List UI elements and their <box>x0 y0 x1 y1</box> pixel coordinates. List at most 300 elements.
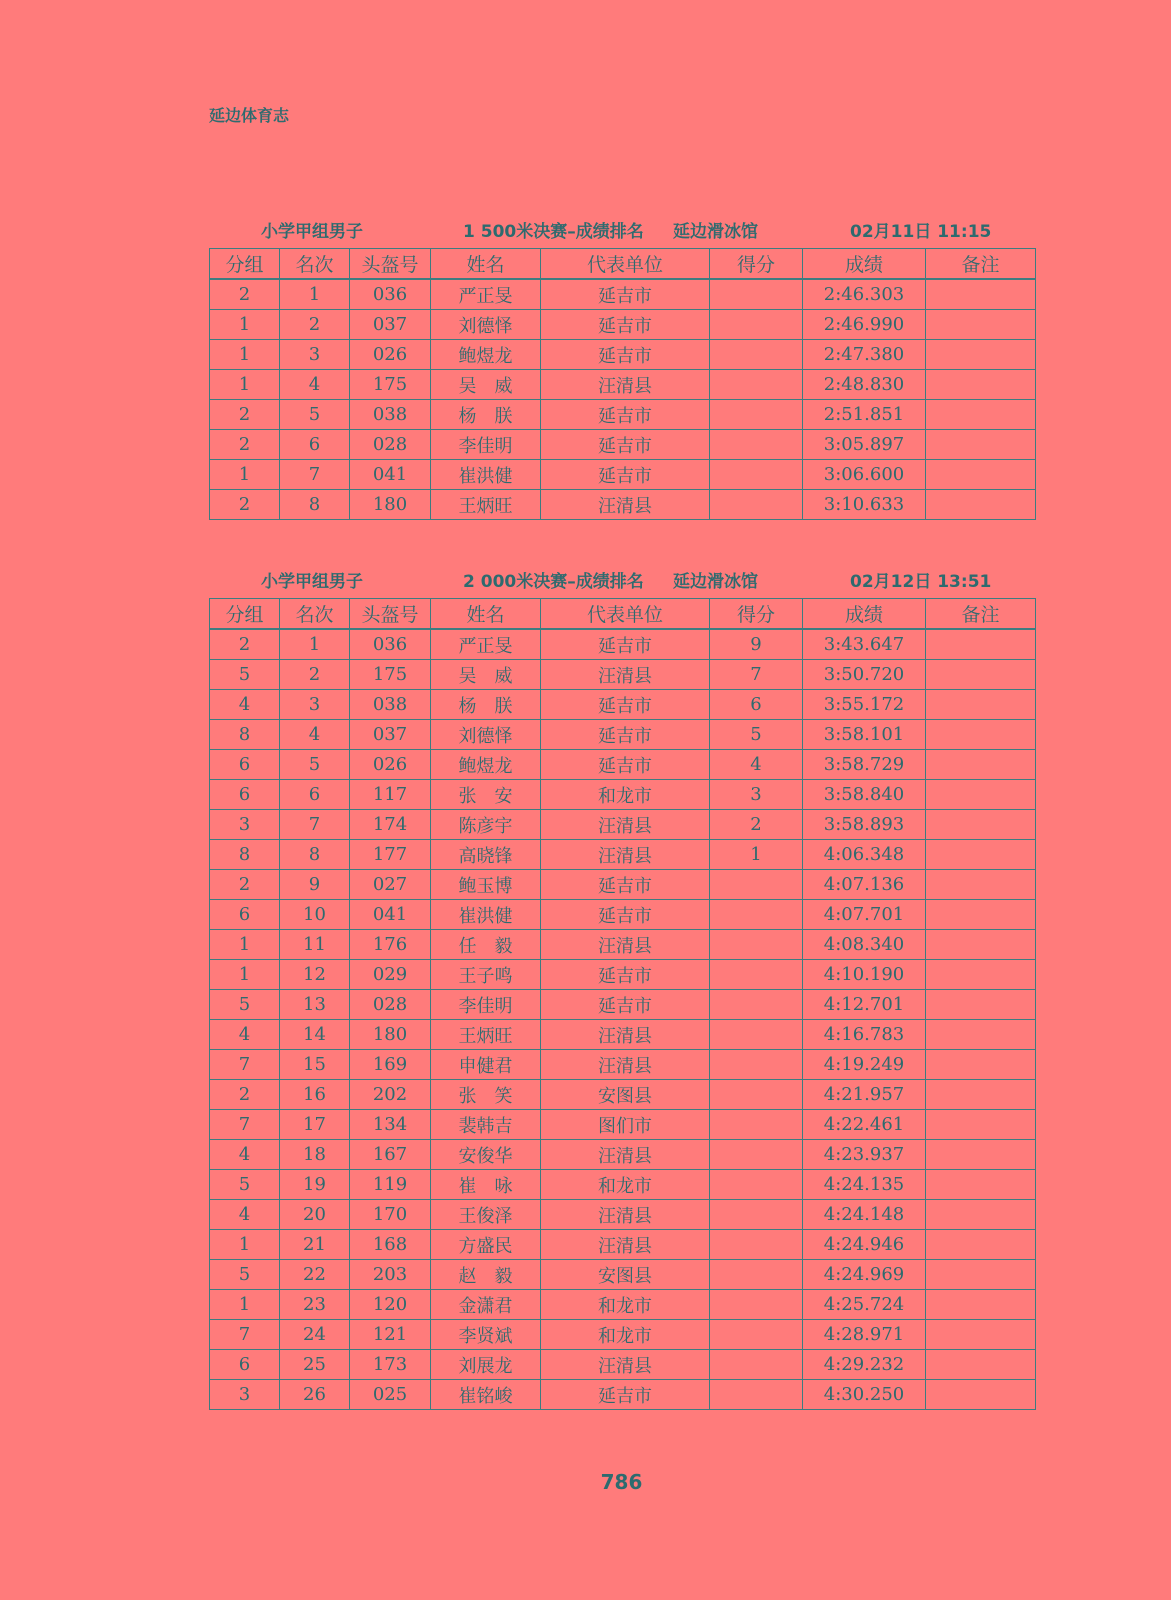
cell-rank: 20 <box>280 1200 350 1230</box>
page-number: 786 <box>600 1470 643 1494</box>
cell-result: 2:48.830 <box>803 370 926 400</box>
cell-helmet-no: 176 <box>350 930 431 960</box>
column-header-remark: 备注 <box>926 599 1036 630</box>
cell-rank: 15 <box>280 1050 350 1080</box>
cell-name: 崔铭峻 <box>431 1380 541 1410</box>
cell-result: 2:51.851 <box>803 400 926 430</box>
table-row <box>210 1200 1036 1230</box>
cell-rank: 8 <box>280 490 350 520</box>
cell-group: 1 <box>210 960 280 990</box>
cell-unit: 汪清县 <box>541 840 710 870</box>
cell-rank: 10 <box>280 900 350 930</box>
cell-score <box>710 310 803 340</box>
cell-group: 1 <box>210 460 280 490</box>
cell-remark <box>926 340 1036 370</box>
cell-unit: 汪清县 <box>541 370 710 400</box>
cell-result: 2:46.303 <box>803 279 926 310</box>
cell-rank: 13 <box>280 990 350 1020</box>
cell-name: 王炳旺 <box>431 490 541 520</box>
column-header-remark: 备注 <box>926 249 1036 280</box>
cell-rank: 22 <box>280 1260 350 1290</box>
cell-result: 4:24.946 <box>803 1230 926 1260</box>
cell-result: 4:12.701 <box>803 990 926 1020</box>
cell-unit: 延吉市 <box>541 1380 710 1410</box>
cell-score: 7 <box>710 660 803 690</box>
cell-score: 6 <box>710 690 803 720</box>
cell-name: 严正旻 <box>431 629 541 660</box>
cell-result: 4:29.232 <box>803 1350 926 1380</box>
section-title-2000m <box>209 567 1035 591</box>
cell-helmet-no: 028 <box>350 430 431 460</box>
cell-helmet-no: 169 <box>350 1050 431 1080</box>
cell-unit: 汪清县 <box>541 810 710 840</box>
cell-helmet-no: 202 <box>350 1080 431 1110</box>
table-row <box>210 720 1036 750</box>
cell-helmet-no: 041 <box>350 460 431 490</box>
cell-helmet-no: 119 <box>350 1170 431 1200</box>
cell-name: 刘德怿 <box>431 310 541 340</box>
section-venue: 延边滑冰馆 <box>673 222 758 242</box>
column-header-group: 分组 <box>210 249 280 280</box>
cell-group: 7 <box>210 1320 280 1350</box>
cell-rank: 3 <box>280 690 350 720</box>
cell-rank: 4 <box>280 370 350 400</box>
cell-result: 4:22.461 <box>803 1110 926 1140</box>
cell-group: 3 <box>210 810 280 840</box>
cell-group: 2 <box>210 629 280 660</box>
cell-unit: 延吉市 <box>541 870 710 900</box>
cell-name: 高晓锋 <box>431 840 541 870</box>
cell-group: 7 <box>210 1050 280 1080</box>
cell-result: 4:30.250 <box>803 1380 926 1410</box>
cell-name: 崔洪健 <box>431 900 541 930</box>
cell-score <box>710 870 803 900</box>
cell-unit: 延吉市 <box>541 900 710 930</box>
cell-score <box>710 1290 803 1320</box>
cell-score: 1 <box>710 840 803 870</box>
cell-result: 4:24.148 <box>803 1200 926 1230</box>
table-row <box>210 629 1036 660</box>
cell-group: 1 <box>210 1230 280 1260</box>
cell-remark <box>926 870 1036 900</box>
cell-score <box>710 1080 803 1110</box>
cell-remark <box>926 690 1036 720</box>
cell-rank: 25 <box>280 1350 350 1380</box>
cell-result: 3:06.600 <box>803 460 926 490</box>
cell-group: 5 <box>210 990 280 1020</box>
table-row <box>210 810 1036 840</box>
cell-group: 3 <box>210 1380 280 1410</box>
cell-name: 鲍煜龙 <box>431 750 541 780</box>
cell-name: 杨 朕 <box>431 690 541 720</box>
table-row <box>210 1290 1036 1320</box>
cell-result: 4:25.724 <box>803 1290 926 1320</box>
cell-rank: 26 <box>280 1380 350 1410</box>
table-row <box>210 460 1036 490</box>
cell-score <box>710 490 803 520</box>
table-row <box>210 780 1036 810</box>
cell-result: 3:43.647 <box>803 629 926 660</box>
cell-remark <box>926 1380 1036 1410</box>
cell-score <box>710 1230 803 1260</box>
cell-remark <box>926 1320 1036 1350</box>
cell-group: 4 <box>210 1020 280 1050</box>
cell-unit: 汪清县 <box>541 1230 710 1260</box>
cell-name: 吴 威 <box>431 660 541 690</box>
table-row <box>210 750 1036 780</box>
table-row <box>210 1050 1036 1080</box>
cell-score <box>710 279 803 310</box>
cell-group: 6 <box>210 750 280 780</box>
cell-group: 8 <box>210 720 280 750</box>
cell-unit: 汪清县 <box>541 1020 710 1050</box>
cell-score <box>710 900 803 930</box>
cell-name: 张 安 <box>431 780 541 810</box>
running-head: 延边体育志 <box>209 106 290 125</box>
cell-group: 1 <box>210 310 280 340</box>
cell-score <box>710 370 803 400</box>
cell-remark <box>926 750 1036 780</box>
cell-result: 2:46.990 <box>803 310 926 340</box>
table-row <box>210 1020 1036 1050</box>
cell-remark <box>926 629 1036 660</box>
cell-name: 方盛民 <box>431 1230 541 1260</box>
table-row <box>210 1320 1036 1350</box>
cell-name: 李佳明 <box>431 990 541 1020</box>
cell-result: 3:10.633 <box>803 490 926 520</box>
cell-group: 1 <box>210 340 280 370</box>
cell-helmet-no: 134 <box>350 1110 431 1140</box>
cell-remark <box>926 1020 1036 1050</box>
table-row <box>210 1080 1036 1110</box>
column-header-unit: 代表单位 <box>541 599 710 630</box>
cell-group: 4 <box>210 1200 280 1230</box>
cell-remark <box>926 279 1036 310</box>
cell-helmet-no: 175 <box>350 660 431 690</box>
table-row <box>210 930 1036 960</box>
column-header-name: 姓名 <box>431 599 541 630</box>
column-header-result: 成绩 <box>803 599 926 630</box>
cell-name: 申健君 <box>431 1050 541 1080</box>
cell-result: 2:47.380 <box>803 340 926 370</box>
cell-helmet-no: 180 <box>350 1020 431 1050</box>
cell-helmet-no: 175 <box>350 370 431 400</box>
cell-result: 3:58.729 <box>803 750 926 780</box>
cell-helmet-no: 168 <box>350 1230 431 1260</box>
cell-name: 刘德怿 <box>431 720 541 750</box>
cell-score <box>710 1110 803 1140</box>
cell-rank: 7 <box>280 460 350 490</box>
cell-group: 5 <box>210 1260 280 1290</box>
section-event: 1 500米决赛–成绩排名 <box>463 222 644 242</box>
cell-group: 5 <box>210 1170 280 1200</box>
table-row <box>210 370 1036 400</box>
cell-result: 3:58.840 <box>803 780 926 810</box>
cell-remark <box>926 1110 1036 1140</box>
section-event: 2 000米决赛–成绩排名 <box>463 572 644 592</box>
cell-unit: 延吉市 <box>541 460 710 490</box>
cell-remark <box>926 1200 1036 1230</box>
column-header-rank: 名次 <box>280 599 350 630</box>
section-time: 02月11日 11:15 <box>850 222 992 242</box>
cell-name: 李佳明 <box>431 430 541 460</box>
table-row <box>210 690 1036 720</box>
cell-remark <box>926 400 1036 430</box>
cell-name: 严正旻 <box>431 279 541 310</box>
cell-score: 9 <box>710 629 803 660</box>
cell-score <box>710 340 803 370</box>
cell-name: 崔洪健 <box>431 460 541 490</box>
cell-remark <box>926 840 1036 870</box>
cell-unit: 延吉市 <box>541 720 710 750</box>
cell-group: 6 <box>210 900 280 930</box>
cell-rank: 1 <box>280 279 350 310</box>
cell-unit: 和龙市 <box>541 1170 710 1200</box>
cell-group: 6 <box>210 1350 280 1380</box>
cell-group: 8 <box>210 840 280 870</box>
cell-rank: 5 <box>280 400 350 430</box>
cell-score <box>710 1140 803 1170</box>
section-time: 02月12日 13:51 <box>850 572 992 592</box>
section-group: 小学甲组男子 <box>261 572 363 592</box>
column-header-group: 分组 <box>210 599 280 630</box>
cell-score <box>710 430 803 460</box>
cell-group: 4 <box>210 690 280 720</box>
cell-result: 4:21.957 <box>803 1080 926 1110</box>
cell-rank: 12 <box>280 960 350 990</box>
cell-remark <box>926 1290 1036 1320</box>
cell-unit: 汪清县 <box>541 930 710 960</box>
cell-rank: 5 <box>280 750 350 780</box>
table-row <box>210 430 1036 460</box>
cell-group: 2 <box>210 279 280 310</box>
cell-name: 任 毅 <box>431 930 541 960</box>
cell-helmet-no: 121 <box>350 1320 431 1350</box>
cell-helmet-no: 174 <box>350 810 431 840</box>
cell-helmet-no: 170 <box>350 1200 431 1230</box>
cell-rank: 8 <box>280 840 350 870</box>
cell-result: 3:50.720 <box>803 660 926 690</box>
cell-rank: 2 <box>280 660 350 690</box>
cell-score <box>710 1170 803 1200</box>
cell-unit: 汪清县 <box>541 1200 710 1230</box>
cell-group: 2 <box>210 400 280 430</box>
cell-rank: 2 <box>280 310 350 340</box>
cell-unit: 延吉市 <box>541 400 710 430</box>
cell-helmet-no: 025 <box>350 1380 431 1410</box>
cell-helmet-no: 203 <box>350 1260 431 1290</box>
cell-name: 杨 朕 <box>431 400 541 430</box>
cell-score <box>710 1020 803 1050</box>
cell-result: 3:58.893 <box>803 810 926 840</box>
cell-result: 4:24.969 <box>803 1260 926 1290</box>
cell-rank: 19 <box>280 1170 350 1200</box>
cell-group: 2 <box>210 1080 280 1110</box>
cell-score <box>710 1380 803 1410</box>
table-row <box>210 340 1036 370</box>
cell-unit: 延吉市 <box>541 960 710 990</box>
cell-rank: 21 <box>280 1230 350 1260</box>
cell-helmet-no: 029 <box>350 960 431 990</box>
cell-rank: 3 <box>280 340 350 370</box>
section-venue: 延边滑冰馆 <box>673 572 758 592</box>
table-row <box>210 1230 1036 1260</box>
cell-unit: 延吉市 <box>541 430 710 460</box>
cell-rank: 7 <box>280 810 350 840</box>
table-row <box>210 900 1036 930</box>
cell-remark <box>926 1260 1036 1290</box>
cell-remark <box>926 900 1036 930</box>
cell-helmet-no: 037 <box>350 720 431 750</box>
cell-helmet-no: 117 <box>350 780 431 810</box>
column-header-rank: 名次 <box>280 249 350 280</box>
cell-group: 5 <box>210 660 280 690</box>
cell-score <box>710 460 803 490</box>
cell-score <box>710 400 803 430</box>
table-row <box>210 310 1036 340</box>
table-row <box>210 1260 1036 1290</box>
cell-unit: 图们市 <box>541 1110 710 1140</box>
cell-remark <box>926 780 1036 810</box>
table-row <box>210 960 1036 990</box>
cell-name: 崔 咏 <box>431 1170 541 1200</box>
cell-score <box>710 1320 803 1350</box>
table-row <box>210 1380 1036 1410</box>
column-header-unit: 代表单位 <box>541 249 710 280</box>
cell-name: 鲍煜龙 <box>431 340 541 370</box>
cell-helmet-no: 038 <box>350 400 431 430</box>
table-row <box>210 1170 1036 1200</box>
cell-unit: 汪清县 <box>541 1050 710 1080</box>
cell-name: 吴 威 <box>431 370 541 400</box>
column-header-score: 得分 <box>710 249 803 280</box>
cell-name: 李贤斌 <box>431 1320 541 1350</box>
cell-result: 4:08.340 <box>803 930 926 960</box>
cell-name: 刘展龙 <box>431 1350 541 1380</box>
cell-result: 4:19.249 <box>803 1050 926 1080</box>
cell-helmet-no: 120 <box>350 1290 431 1320</box>
cell-remark <box>926 1050 1036 1080</box>
cell-helmet-no: 026 <box>350 750 431 780</box>
table-row <box>210 400 1036 430</box>
cell-result: 4:16.783 <box>803 1020 926 1050</box>
table-row <box>210 279 1036 310</box>
cell-helmet-no: 180 <box>350 490 431 520</box>
cell-remark <box>926 1140 1036 1170</box>
cell-name: 王子鸣 <box>431 960 541 990</box>
cell-rank: 9 <box>280 870 350 900</box>
cell-score: 5 <box>710 720 803 750</box>
cell-rank: 24 <box>280 1320 350 1350</box>
cell-group: 2 <box>210 430 280 460</box>
cell-remark <box>926 1170 1036 1200</box>
cell-result: 4:06.348 <box>803 840 926 870</box>
cell-helmet-no: 028 <box>350 990 431 1020</box>
cell-unit: 安图县 <box>541 1260 710 1290</box>
cell-score <box>710 930 803 960</box>
cell-helmet-no: 041 <box>350 900 431 930</box>
cell-helmet-no: 036 <box>350 629 431 660</box>
cell-unit: 汪清县 <box>541 660 710 690</box>
cell-unit: 汪清县 <box>541 1140 710 1170</box>
cell-name: 金潇君 <box>431 1290 541 1320</box>
cell-remark <box>926 1230 1036 1260</box>
cell-unit: 和龙市 <box>541 1320 710 1350</box>
cell-result: 4:23.937 <box>803 1140 926 1170</box>
cell-group: 2 <box>210 870 280 900</box>
cell-remark <box>926 930 1036 960</box>
cell-name: 张 笑 <box>431 1080 541 1110</box>
table-header-row <box>210 249 1036 280</box>
cell-unit: 延吉市 <box>541 340 710 370</box>
table-row <box>210 660 1036 690</box>
column-header-score: 得分 <box>710 599 803 630</box>
cell-helmet-no: 167 <box>350 1140 431 1170</box>
table-row <box>210 1140 1036 1170</box>
cell-rank: 17 <box>280 1110 350 1140</box>
results-table-2000m <box>209 598 1036 1410</box>
section-group: 小学甲组男子 <box>261 222 363 242</box>
cell-rank: 14 <box>280 1020 350 1050</box>
cell-result: 4:07.701 <box>803 900 926 930</box>
cell-remark <box>926 310 1036 340</box>
cell-rank: 6 <box>280 780 350 810</box>
results-table-1500m <box>209 248 1036 520</box>
cell-remark <box>926 460 1036 490</box>
cell-score <box>710 990 803 1020</box>
cell-unit: 汪清县 <box>541 1350 710 1380</box>
cell-remark <box>926 430 1036 460</box>
table-header-row <box>210 599 1036 630</box>
cell-name: 赵 毅 <box>431 1260 541 1290</box>
cell-unit: 延吉市 <box>541 690 710 720</box>
cell-remark <box>926 370 1036 400</box>
cell-unit: 安图县 <box>541 1080 710 1110</box>
cell-helmet-no: 177 <box>350 840 431 870</box>
cell-rank: 11 <box>280 930 350 960</box>
cell-group: 7 <box>210 1110 280 1140</box>
cell-helmet-no: 027 <box>350 870 431 900</box>
cell-helmet-no: 173 <box>350 1350 431 1380</box>
cell-remark <box>926 960 1036 990</box>
cell-group: 1 <box>210 370 280 400</box>
cell-rank: 1 <box>280 629 350 660</box>
cell-name: 安俊华 <box>431 1140 541 1170</box>
cell-result: 4:24.135 <box>803 1170 926 1200</box>
cell-helmet-no: 036 <box>350 279 431 310</box>
section-title-1500m <box>209 217 1035 241</box>
cell-name: 裴韩吉 <box>431 1110 541 1140</box>
cell-score <box>710 1050 803 1080</box>
cell-result: 3:05.897 <box>803 430 926 460</box>
cell-group: 4 <box>210 1140 280 1170</box>
cell-unit: 和龙市 <box>541 780 710 810</box>
cell-group: 1 <box>210 1290 280 1320</box>
cell-rank: 16 <box>280 1080 350 1110</box>
column-header-name: 姓名 <box>431 249 541 280</box>
cell-rank: 6 <box>280 430 350 460</box>
cell-helmet-no: 026 <box>350 340 431 370</box>
cell-score <box>710 960 803 990</box>
cell-rank: 4 <box>280 720 350 750</box>
cell-name: 鲍玉博 <box>431 870 541 900</box>
cell-rank: 18 <box>280 1140 350 1170</box>
table-row <box>210 490 1036 520</box>
cell-unit: 延吉市 <box>541 629 710 660</box>
cell-remark <box>926 720 1036 750</box>
cell-result: 4:10.190 <box>803 960 926 990</box>
column-header-helmet-no: 头盔号 <box>350 249 431 280</box>
